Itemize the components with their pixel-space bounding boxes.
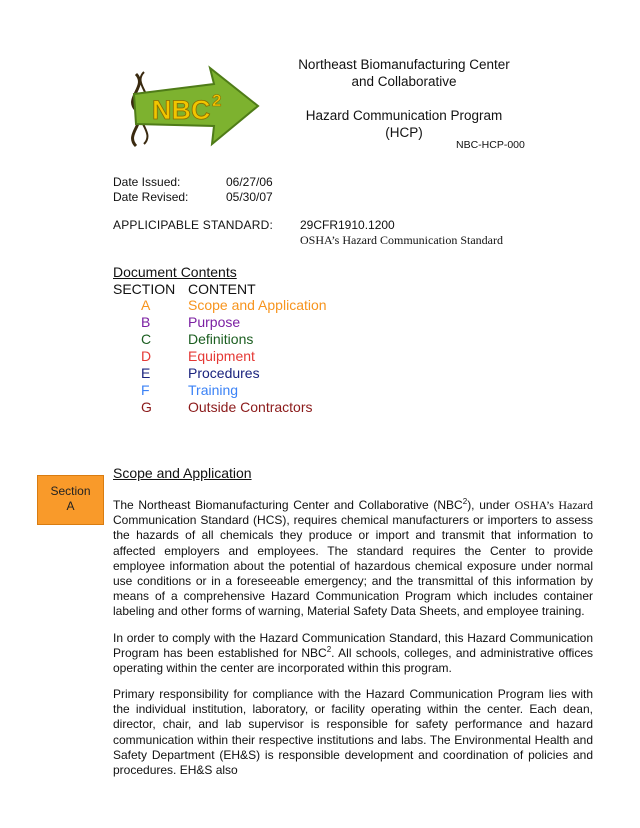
date-revised-label: Date Revised: bbox=[113, 190, 189, 204]
p1-superscript: 2 bbox=[462, 497, 468, 506]
toc-name: Definitions bbox=[188, 331, 254, 347]
toc-letter: E bbox=[141, 365, 151, 381]
document-contents-heading: Document Contents bbox=[113, 264, 237, 280]
toc-name: Purpose bbox=[188, 314, 241, 330]
toc-name: Equipment bbox=[188, 348, 255, 364]
scope-paragraph-1 bbox=[113, 498, 593, 620]
toc-letter: A bbox=[141, 297, 151, 313]
p2-text-a: In order to comply with the Hazard Communication Standard, this Hazard Communication Program has been established for NBC bbox=[113, 631, 593, 661]
date-issued-label: Date Issued: bbox=[113, 175, 181, 189]
scope-heading: Scope and Application bbox=[113, 465, 252, 481]
standard-label: APPLICIPABLE STANDARD: bbox=[113, 218, 274, 232]
toc-letter: C bbox=[141, 331, 152, 347]
toc-letter: D bbox=[141, 348, 152, 364]
logo-text: NBC bbox=[152, 95, 211, 125]
program-title-line1: Hazard Communication Program bbox=[305, 108, 503, 123]
date-issued-value: 06/27/06 bbox=[226, 175, 273, 189]
logo-superscript: 2 bbox=[212, 91, 222, 110]
org-name-line2: and Collaborative bbox=[351, 74, 457, 89]
p1-text-b: ), under bbox=[467, 498, 515, 512]
section-marker-label: Section bbox=[50, 484, 91, 498]
p1-text-a: The Northeast Biomanufacturing Center and Collaborative (NBC bbox=[113, 498, 463, 512]
toc-name: Training bbox=[188, 382, 239, 398]
standard-code: 29CFR1910.1200 bbox=[300, 218, 395, 232]
document-number: NBC-HCP-000 bbox=[456, 139, 525, 151]
nbc2-logo bbox=[122, 62, 262, 150]
toc-section-header: SECTION bbox=[113, 281, 176, 297]
p1-text-d: Communication Standard (HCS), requires chemical manufacturers or importers to assess the hazards of all chemicals they produce or import and transmit that information to affected employers and employees. The standard requires the Center to provide employee information about the potential of hazardous chemical exposure under normal use conditions or in a foreseeable emergency; and the transmittal of this information by means of a comprehensive Hazard Communication Program which includes container labeling and other forms of warning, Material Safety Data Sheets, and employee training. bbox=[113, 513, 593, 619]
section-marker-letter: A bbox=[66, 499, 75, 513]
org-name-line1: Northeast Biomanufacturing Center bbox=[298, 57, 510, 72]
toc-name: Scope and Application bbox=[188, 297, 327, 313]
date-revised-value: 05/30/07 bbox=[226, 190, 273, 204]
p2-text-b: . All schools, colleges, and administrative offices operating within the center are incorporated within this program. bbox=[113, 646, 593, 676]
toc-content-header: CONTENT bbox=[188, 281, 256, 297]
toc-letter: B bbox=[141, 314, 151, 330]
toc-name: Procedures bbox=[188, 365, 260, 381]
scope-paragraph-3: Primary responsibility for compliance with the Hazard Communication Program lies with the individual institution, laboratory, or facility operating within the center. Each dean, director, chair, and lab supervisor is responsible for safety performance and hazard communication within their respective institutions and labs. The Environmental Health and Safety Department (EH&S) is responsible development and coordination of policies and procedures. EH&S also bbox=[113, 687, 593, 778]
standard-name: OSHA’s Hazard Communication Standard bbox=[300, 233, 503, 247]
toc-letter: G bbox=[141, 399, 152, 415]
section-a-marker bbox=[37, 475, 104, 525]
p2-superscript: 2 bbox=[326, 645, 332, 655]
toc-name: Outside Contractors bbox=[188, 399, 313, 415]
p1-text-c: OSHA’s Hazard bbox=[514, 498, 593, 512]
program-title-line2: (HCP) bbox=[385, 125, 423, 140]
scope-paragraph-2 bbox=[113, 631, 593, 677]
toc-letter: F bbox=[141, 382, 150, 398]
